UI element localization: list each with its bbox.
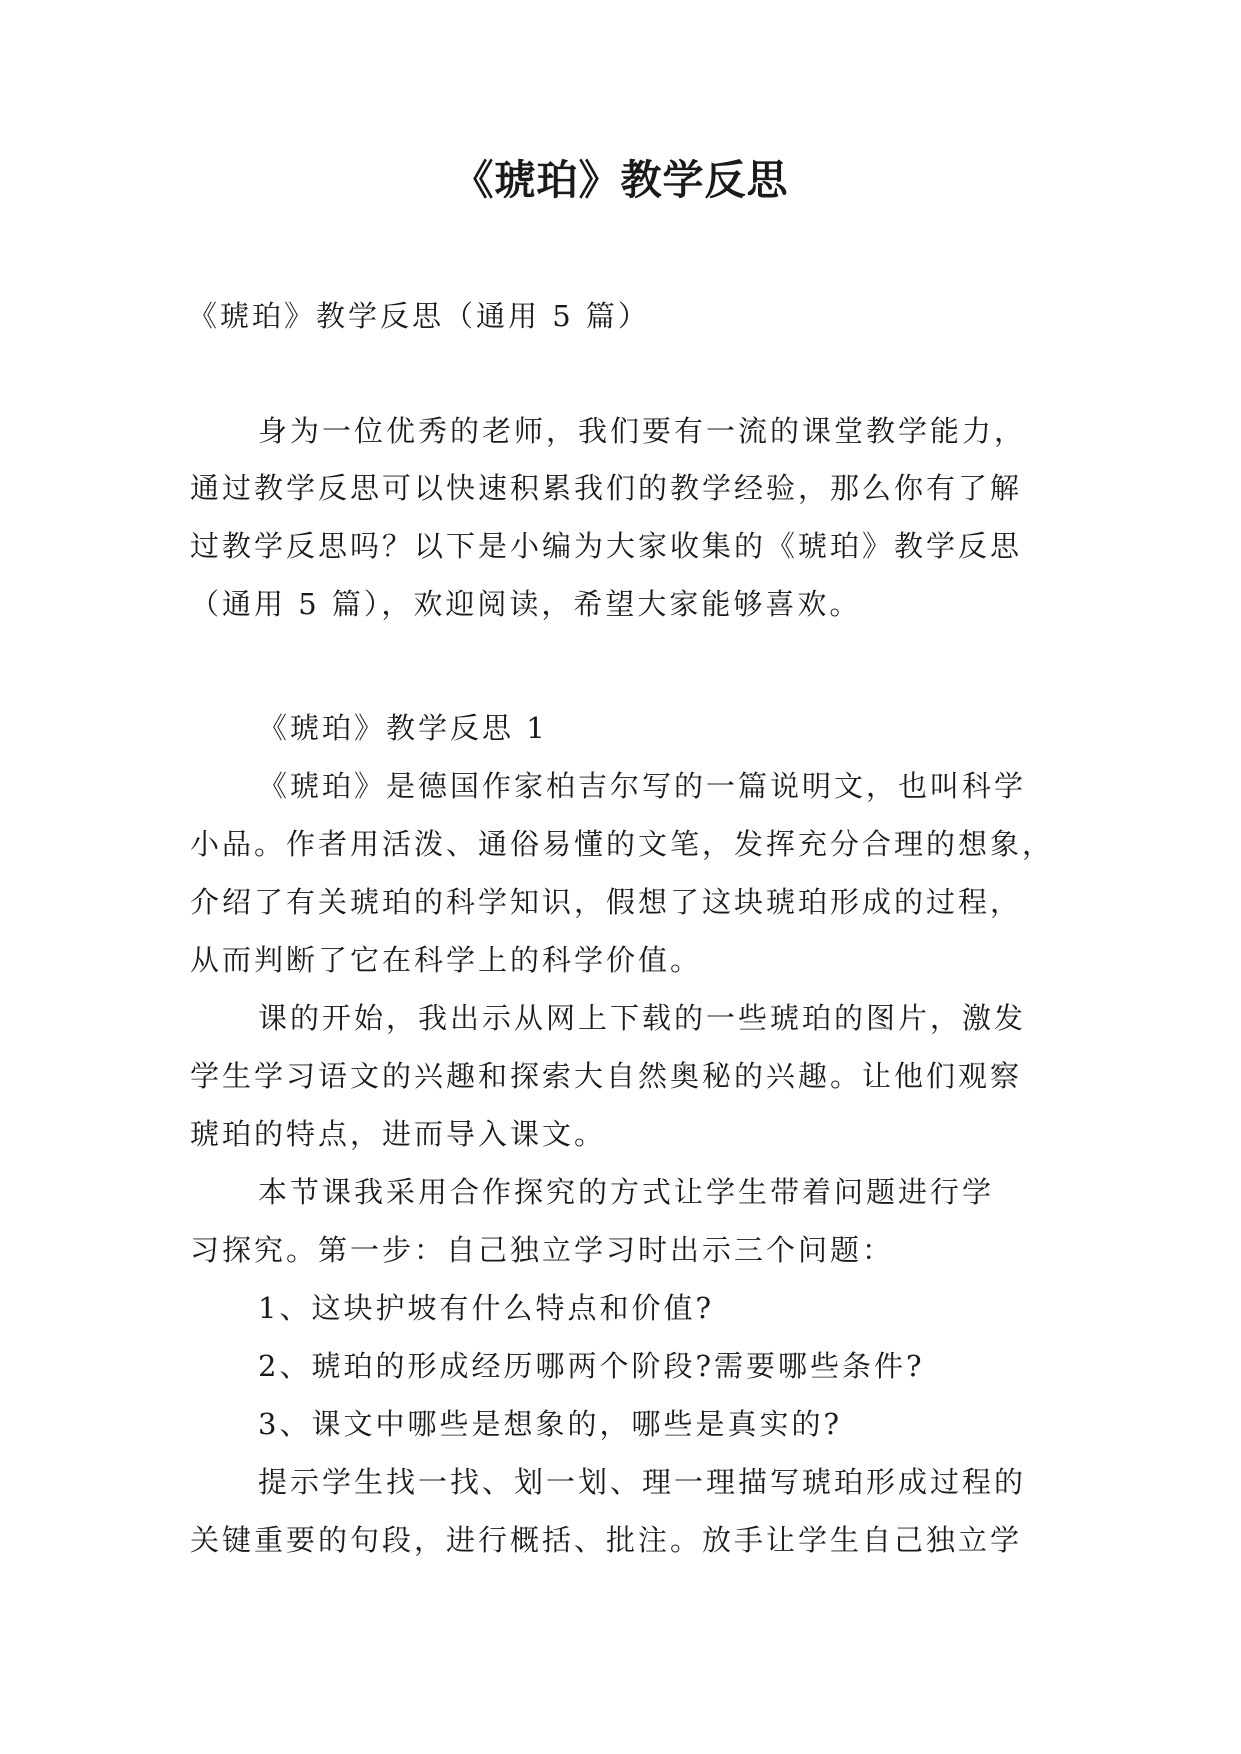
question-item-1: 1、这块护坡有什么特点和价值?	[258, 1291, 714, 1325]
question-item-2: 2、琥珀的形成经历哪两个阶段?需要哪些条件?	[258, 1349, 925, 1383]
body-line: 学生学习语文的兴趣和探索大自然奥秘的兴趣。让他们观察	[190, 1059, 1023, 1093]
body-line: 习探究。第一步：自己独立学习时出示三个问题：	[190, 1233, 895, 1267]
intro-line: 过教学反思吗？以下是小编为大家收集的《琥珀》教学反思	[190, 529, 1023, 563]
body-line: 介绍了有关琥珀的科学知识，假想了这块琥珀形成的过程，	[190, 885, 1023, 919]
body-line: 小品。作者用活泼、通俗易懂的文笔，发挥充分合理的想象，	[190, 827, 1055, 861]
body-line: 本节课我采用合作探究的方式让学生带着问题进行学	[258, 1175, 995, 1209]
document-subtitle: 《琥珀》教学反思（通用 5 篇）	[188, 299, 650, 333]
intro-line: （通用 5 篇），欢迎阅读，希望大家能够喜欢。	[190, 587, 862, 621]
body-line: 关键重要的句段，进行概括、批注。放手让学生自己独立学	[190, 1523, 1023, 1557]
body-line: 《琥珀》是德国作家柏吉尔写的一篇说明文，也叫科学	[258, 769, 1027, 803]
section-heading: 《琥珀》教学反思 1	[258, 711, 548, 745]
intro-line: 通过教学反思可以快速积累我们的教学经验，那么你有了解	[190, 471, 1023, 505]
body-line: 课的开始，我出示从网上下载的一些琥珀的图片，激发	[258, 1001, 1027, 1035]
page-title: 《琥珀》教学反思	[452, 156, 789, 204]
body-line: 琥珀的特点，进而导入课文。	[190, 1117, 607, 1151]
body-line: 从而判断了它在科学上的科学价值。	[190, 943, 703, 977]
question-item-3: 3、课文中哪些是想象的，哪些是真实的?	[258, 1407, 842, 1441]
body-line: 提示学生找一找、划一划、理一理描写琥珀形成过程的	[258, 1465, 1027, 1499]
intro-line: 身为一位优秀的老师，我们要有一流的课堂教学能力，	[258, 414, 1027, 448]
